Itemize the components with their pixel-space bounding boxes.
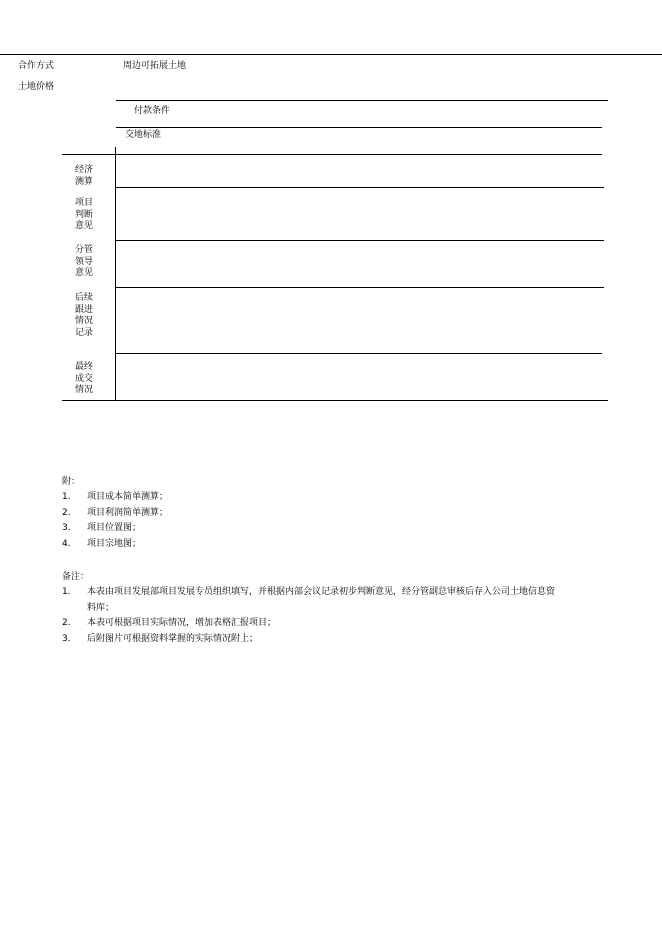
table-divider	[115, 147, 116, 401]
table-top-line	[62, 154, 602, 155]
notes-list	[62, 585, 562, 647]
payment-terms-line	[116, 127, 602, 128]
payment-terms-label: 付款条件	[134, 106, 171, 116]
land-price-label: 土地价格	[18, 82, 55, 92]
surrounding-land-label: 周边可拓展土地	[123, 61, 187, 71]
list-item: 3. 项目位置图；	[62, 523, 142, 533]
row-label-final-deal: 最终 成交 情况	[74, 362, 93, 395]
list-item: 4. 项目宗地图；	[62, 538, 142, 549]
row-line	[115, 187, 604, 188]
notes-title: 备注：	[62, 572, 90, 582]
row-label-economic-calc: 经济 测算	[74, 165, 93, 187]
attachments-title: 附：	[62, 477, 81, 487]
list-item: 1. 本表由项目发展部项目发展专员组织填写，并根据内部会议记录初步判断意见，经分管副总审核后存入公司土地信息资料库；	[62, 587, 556, 613]
list-item: 2. 项目利润简单测算；	[62, 507, 169, 518]
cooperation-method-label: 合作方式	[18, 61, 55, 71]
row-label-project-judgment: 项目 判断 意见	[74, 198, 93, 231]
row-line	[115, 287, 604, 288]
list-item: 2. 本表可根据项目实际情况，增加表格汇报项目；	[62, 618, 277, 628]
table-bottom-line	[62, 400, 608, 401]
top-border-line	[0, 54, 662, 55]
row-line	[115, 240, 604, 241]
attachments-list	[62, 490, 602, 552]
list-item: 1. 项目成本简单测算；	[62, 492, 169, 502]
row-label-followup-record: 后续 跟进 情况 记录	[74, 293, 93, 338]
row-line	[115, 353, 602, 354]
delivery-standard-label: 交地标准	[125, 130, 162, 140]
list-item: 3. 后附图片可根据资料掌握的实际情况附上；	[62, 633, 259, 644]
land-price-line	[116, 100, 608, 101]
row-label-leader-opinion: 分管 领导 意见	[74, 245, 93, 278]
